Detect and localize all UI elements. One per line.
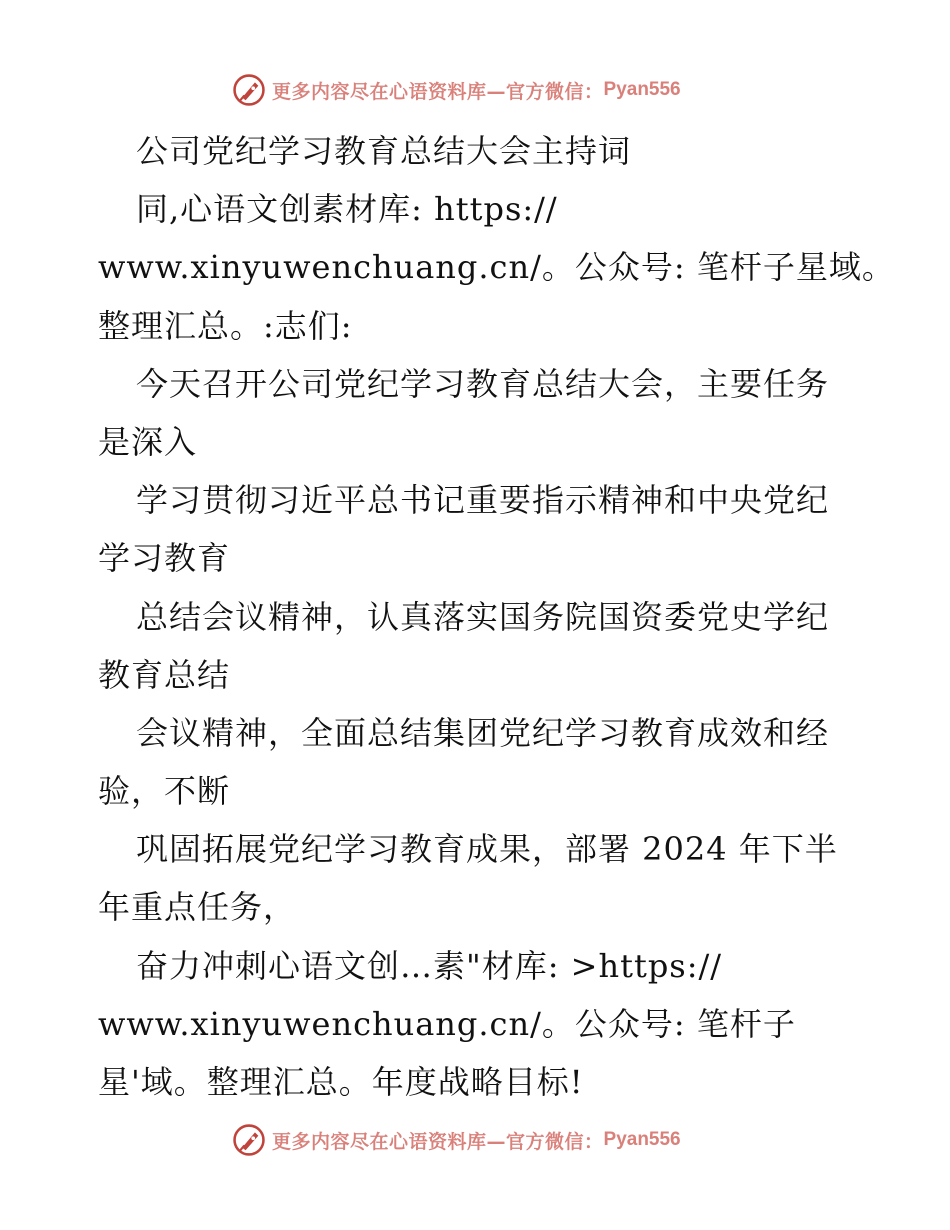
text-line: 年重点任务， [98,888,297,927]
watermark-text: 更多内容尽在心语资料库—官方微信： [272,1130,604,1153]
watermark-text: 更多内容尽在心语资料库—官方微信： [272,80,604,103]
text-line: 验，不断 [98,772,231,811]
text-line: 学习贯彻习近平总书记重要指示精神和中央党纪 [136,481,830,520]
text-line: www.xinyuwenchuang.cn/。公众号: 笔杆子 [98,1004,796,1043]
text-line: 总结会议精神，认真落实国务院国资委党史学纪 [136,597,830,636]
text-line: 巩固拓展党纪学习教育成果，部署 2024 年下半 [136,830,838,869]
quill-pen-logo-icon [232,1123,266,1157]
text-line: 教育总结 [98,655,231,694]
text-line: 学习教育 [98,539,231,578]
text-line: 奋力冲刺心语文创…素"材库: >https:// [136,946,723,985]
text-line: 星'域。整理汇总。年度战略目标! [98,1063,584,1101]
text-line: 是深入 [98,422,198,461]
watermark-wechat-id: Pyan556 [603,79,681,100]
text-line: www.xinyuwenchuang.cn/。公众号: 笔杆子星域。 [98,248,895,287]
header-watermark [232,72,681,108]
text-line: 同,心语文创素材库: https:// [136,190,558,229]
text-line: 今天召开公司党纪学习教育总结大会，主要任务 [136,364,830,403]
document-title: 公司党纪学习教育总结大会主持词 [136,132,632,170]
watermark-wechat-id: Pyan556 [603,1129,681,1150]
footer-watermark [232,1122,681,1158]
document-body [98,122,895,1111]
quill-pen-logo-icon [232,73,266,107]
text-line: 会议精神，全面总结集团党纪学习教育成效和经 [136,713,830,752]
text-line: 整理汇总。:志们: [98,306,353,345]
